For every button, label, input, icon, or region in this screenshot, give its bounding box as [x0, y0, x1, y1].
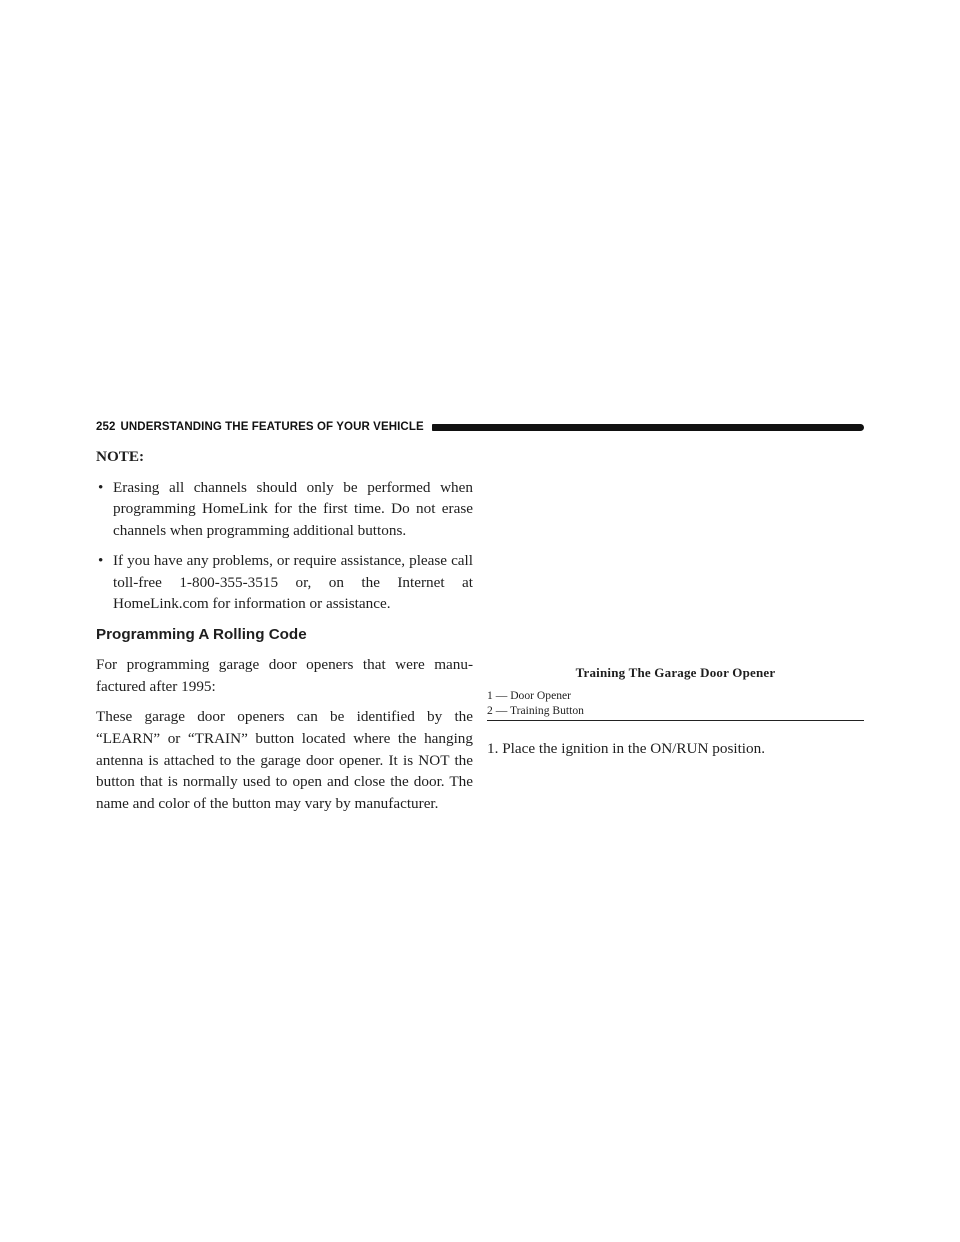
figure-placeholder [487, 446, 864, 664]
page-number: 252 [96, 421, 116, 433]
note-bullet-item [96, 477, 473, 542]
note-bullet-list [96, 477, 473, 615]
body-paragraph: These garage door openers can be identified by the “LEARN” or “TRAIN” button located where the hanging antenna is attached to the garage door opener. It is NOT the button that is normally used to open and close the door. The name and color of the button may vary by manufacturer. [96, 708, 473, 813]
left-column [96, 446, 473, 824]
section-subheading: Programming A Rolling Code [96, 625, 307, 643]
section-title: UNDERSTANDING THE FEATURES OF YOUR VEHICLE [120, 421, 424, 433]
legend-divider [487, 720, 864, 721]
note-bullet-item [96, 550, 473, 615]
note-heading: NOTE: [96, 448, 145, 465]
header-rule [432, 424, 864, 431]
legend-item-training-button: 2 — Training Button [487, 704, 584, 717]
bullet-text: Erasing all channels should only be performed when programming HomeLink for the first time. Do not erase channels when programming additional buttons. [113, 478, 473, 540]
bullet-icon: • [98, 478, 104, 496]
page-header [96, 418, 864, 436]
step-1: 1. Place the ignition in the ON/RUN position. [487, 740, 765, 757]
body-paragraph: For programming garage door openers that were manu-factured after 1995: [96, 655, 473, 695]
legend-item-door-opener: 1 — Door Opener [487, 689, 572, 702]
right-column [487, 446, 864, 760]
bullet-text: If you have any problems, or require assistance, please call toll-free 1-800-355-3515 or, on the Internet at HomeLink.com for information or assistance. [113, 551, 473, 613]
bullet-icon: • [98, 551, 104, 569]
figure-caption: Training The Garage Door Opener [575, 665, 776, 680]
